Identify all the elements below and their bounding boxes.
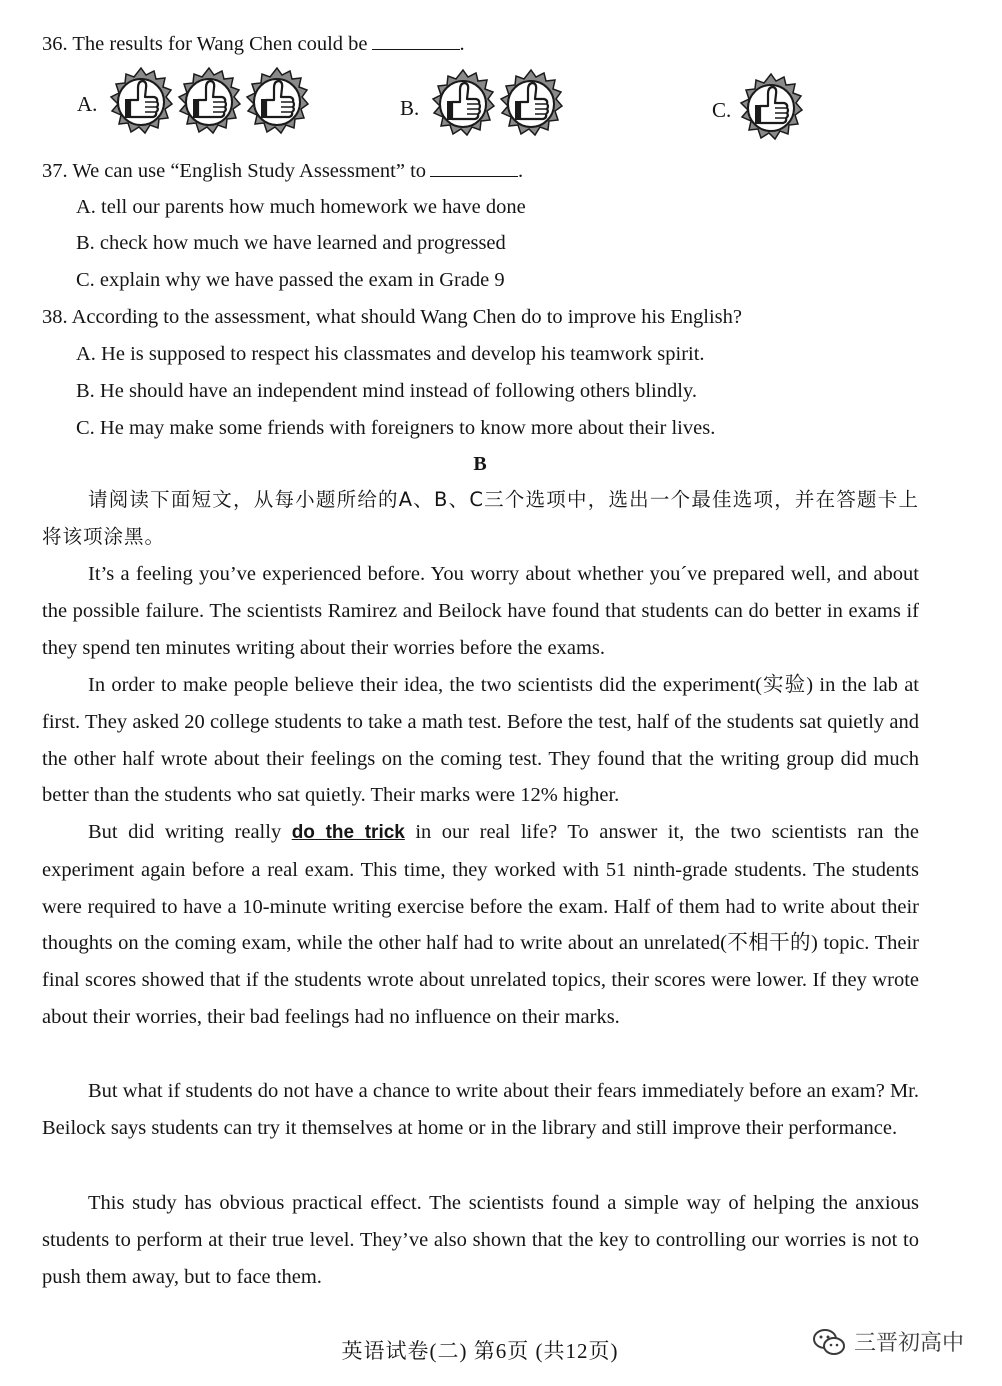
- question-38-option-c: C. He may make some friends with foreigners to know more about their lives.: [76, 417, 716, 439]
- answer-blank: [430, 158, 518, 177]
- passage-paragraph-3: [42, 814, 919, 1036]
- underlined-phrase: do the trick: [291, 822, 405, 843]
- paragraph-3-intro: But did writing really: [88, 821, 282, 843]
- thumbs-up-icon: [176, 66, 242, 138]
- answer-blank: [372, 31, 460, 50]
- option-c-thumbs: [738, 72, 804, 144]
- option-c-label: C.: [712, 98, 732, 122]
- question-end-mark: .: [459, 33, 465, 55]
- question-37-option-a: A. tell our parents how much homework we have done: [76, 196, 526, 218]
- question-38-stem: 38. According to the assessment, what should Wang Chen do to improve his English?: [42, 306, 743, 328]
- watermark: [812, 1326, 964, 1357]
- page-footer: 英语试卷(二) 第6页 (共12页): [341, 1339, 619, 1363]
- passage-paragraph-5: This study has obvious practical effect. The scientists found a simple way of helping the anxious students to perform at their true level. They’ve also shown that the key to controlling our worries is not to push them away, but to face them.: [42, 1192, 919, 1288]
- question-37-stem: [42, 158, 523, 183]
- thumbs-up-icon: [244, 66, 310, 138]
- section-b-heading: B: [473, 453, 487, 475]
- question-end-mark: .: [518, 160, 524, 182]
- option-a-label: A.: [77, 92, 98, 116]
- question-38-option-b: B. He should have an independent mind instead of following others blindly.: [76, 380, 697, 402]
- thumbs-up-icon: [498, 68, 564, 140]
- option-b-label: B.: [400, 96, 420, 120]
- wechat-icon: [812, 1327, 846, 1357]
- thumbs-up-icon: [738, 72, 804, 144]
- question-36-stem: [42, 31, 465, 56]
- option-a-thumbs: [108, 66, 310, 138]
- question-37-text: 37. We can use “English Study Assessment” to: [42, 160, 427, 182]
- question-36-text: 36. The results for Wang Chen could be: [42, 33, 368, 55]
- passage-paragraph-2: In order to make people believe their idea, the two scientists did the experiment(实验) in the lab at first. They asked 20 college students to take a math test. Before the test, half of the students sat quietly and the other half wrote about their feelings on the coming test. They found that the writing group did much better than the students who sat quietly. Their marks were 12% higher.: [42, 674, 919, 807]
- question-38-option-a: A. He is supposed to respect his classmates and develop his teamwork spirit.: [76, 343, 705, 365]
- option-b-thumbs: [430, 68, 564, 140]
- thumbs-up-icon: [108, 66, 174, 138]
- section-b-instruction: 请阅读下面短文，从每小题所给的A、B、C三个选项中，选出一个最佳选项，并在答题卡上将该项涂黑。: [42, 488, 919, 548]
- question-37-option-b: B. check how much we have learned and progressed: [76, 232, 506, 254]
- question-37-option-c: C. explain why we have passed the exam in Grade 9: [76, 269, 505, 291]
- watermark-text: 三晋初高中: [854, 1331, 965, 1356]
- passage-paragraph-1: It’s a feeling you’ve experienced before. You worry about whether you´ve prepared well, and about the possible failure. The scientists Ramirez and Beilock have found that students can do better in exams if they spend ten minutes writing about their worries before the exams.: [42, 563, 919, 659]
- passage-paragraph-4: But what if students do not have a chance to write about their fears immediately before an exam? Mr. Beilock says students can try it themselves at home or in the library and still improve their performance.: [42, 1080, 919, 1139]
- thumbs-up-icon: [430, 68, 496, 140]
- paragraph-3-body: in our real life? To answer it, the two scientists ran the experiment again before a real exam. This time, they worked with 51 ninth-grade students. The students were required to have a 10-minute writing exercise before the exam. Half of them had to write about their thoughts on the coming exam, while the other half had to write about an unrelated(不相干的) topic. Their final scores showed that if the students wrote about unrelated topics, their scores were lower. If they wrote about their worries, their bad feelings had no influence on their marks.: [42, 821, 919, 1028]
